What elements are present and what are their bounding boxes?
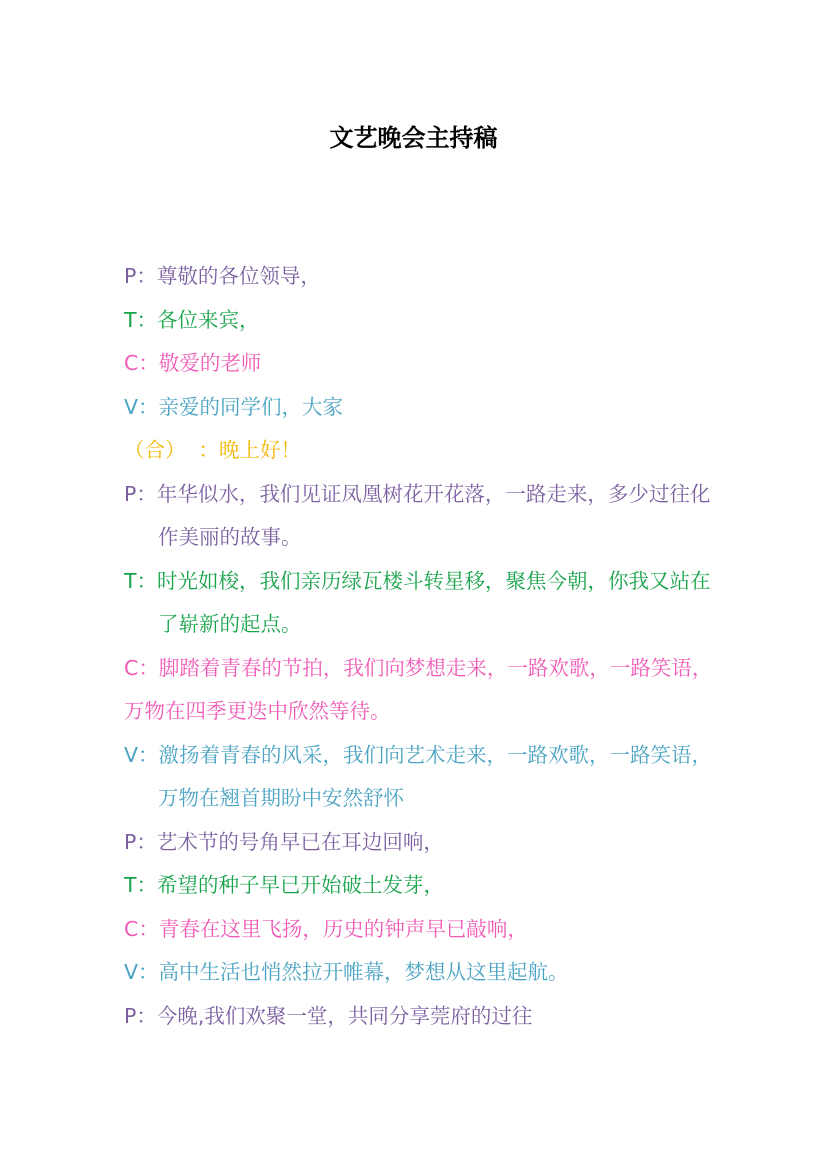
line-text: 脚踏着青春的节拍，我们向梦想走来，一路欢歌，一路笑语，万物在四季更迭中欣然等待。 [124,655,713,723]
line-text: 年华似水，我们见证凤凰树花开花落，一路走来，多少过往化作美丽的故事。 [156,481,711,549]
speaker-label: P [124,1003,137,1028]
speaker-label: V [124,960,139,984]
script-line [124,647,714,734]
line-text: 艺术节的号角早已在耳边回响， [156,829,444,854]
speaker-label: P [124,264,137,288]
speaker-label: （合） [124,438,186,462]
separator: ： [136,568,158,593]
script-line [124,255,714,299]
script-line [124,342,714,386]
speaker-label: V [124,742,139,767]
line-text: 激扬着青春的风采，我们向艺术走来，一路欢歌，一路笑语，万物在翘首期盼中安然舒怀 [158,742,713,810]
separator: ： [136,873,158,897]
speaker-label: V [124,394,139,419]
line-text: 各位来宾， [157,307,260,332]
line-text: 晚上好！ [219,438,302,462]
script-line [124,299,714,343]
separator: ： [136,481,157,506]
script-line [124,734,714,821]
line-text: 希望的种子早已开始破土发芽， [157,873,445,897]
script-line [124,429,714,473]
script-line [124,560,714,647]
separator: ： [138,960,159,984]
separator: ： [138,742,159,767]
script-body [124,255,714,1038]
script-line [124,821,714,865]
line-text: 今晚,我们欢聚一堂，共同分享莞府的过往 [156,1003,533,1028]
speaker-label: C [124,351,139,375]
speaker-label: T [124,568,137,593]
line-text: 敬爱的老师 [158,351,262,375]
separator: ： [138,916,159,941]
speaker-label: P [124,481,137,506]
script-line [124,995,714,1039]
separator: ： [138,351,159,375]
line-text: 时光如梭，我们亲历绿瓦楼斗转星移，聚焦今朝，你我又站在了崭新的起点。 [157,568,711,636]
line-text: 亲爱的同学们，大家 [158,394,344,419]
script-line [124,908,714,952]
speaker-label: C [124,916,139,941]
line-text: 青春在这里飞扬，历史的钟声早已敲响， [158,916,528,941]
script-line [124,864,714,908]
speaker-label: C [124,655,139,680]
script-line [124,386,714,430]
separator: ： [185,438,220,462]
line-text: 尊敬的各位领导， [156,264,321,288]
document-title: 文艺晚会主持稿 [329,124,498,152]
separator: ： [136,1003,157,1028]
speaker-label: P [124,829,137,854]
separator: ： [136,829,157,854]
speaker-label: T [124,873,137,897]
separator: ： [138,394,159,419]
line-text: 高中生活也悄然拉开帷幕，梦想从这里起航。 [158,960,569,984]
speaker-label: T [124,307,137,332]
separator: ： [138,655,159,680]
script-line [124,951,714,995]
separator: ： [136,307,158,332]
script-line [124,473,714,560]
separator: ： [136,264,157,288]
